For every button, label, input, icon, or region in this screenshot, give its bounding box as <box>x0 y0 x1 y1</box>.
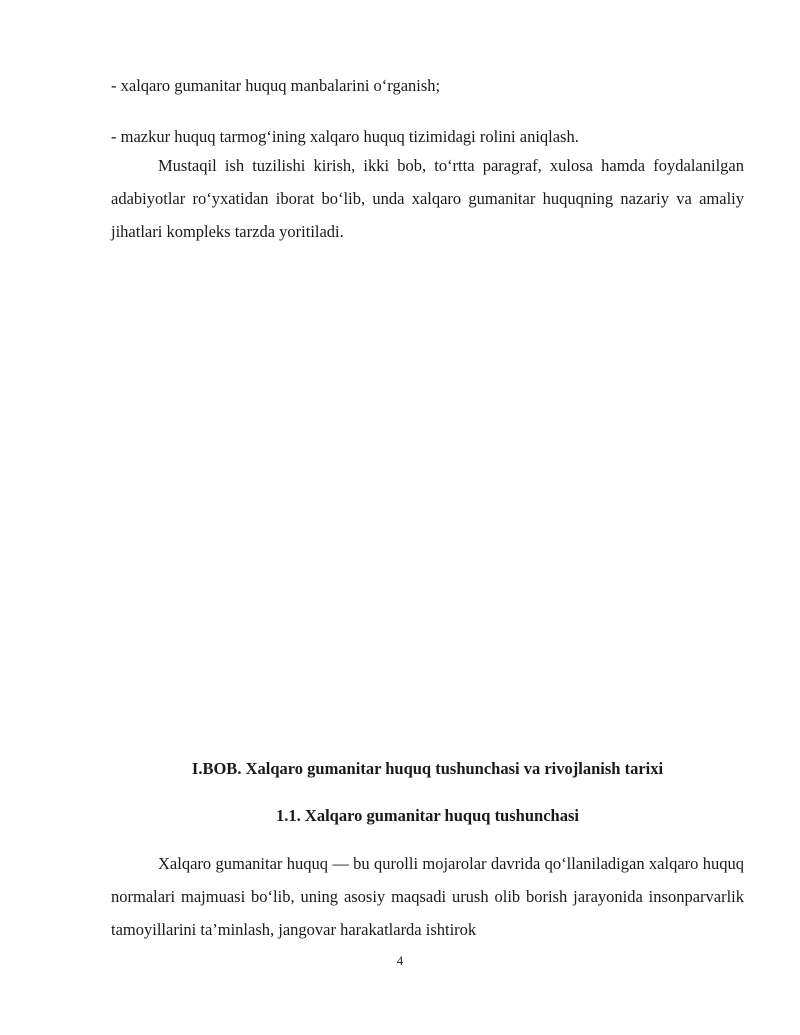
section-heading: 1.1. Xalqaro gumanitar huquq tushunchasi <box>276 806 579 825</box>
bullet-item-sources: - xalqaro gumanitar huquq manbalarini o‘rganish; <box>111 76 441 95</box>
chapter-heading: I.BOB. Xalqaro gumanitar huquq tushunchasi va rivojlanish tarixi <box>191 759 664 778</box>
page-number: 4 <box>396 953 404 968</box>
structure-paragraph: Mustaqil ish tuzilishi kirish, ikki bob, to‘rtta paragraf, xulosa hamda foydalanilgan adabiyotlar ro‘yxatidan iborat bo‘lib, unda xalqaro gumanitar huquqning nazariy va amaliy jihatlari kompleks tarzda yoritiladi. <box>111 156 744 241</box>
bullet-item-role: - mazkur huquq tarmog‘ining xalqaro huquq tizimidagi rolini aniqlash. <box>111 127 579 146</box>
section-paragraph: Xalqaro gumanitar huquq — bu qurolli mojarolar davrida qo‘llaniladigan xalqaro huquq normalari majmuasi bo‘lib, uning asosiy maqsadi urush olib borish jarayonida insonparvarlik tamoyillarini ta’minlash, jangovar harakatlarda ishtirok <box>111 854 744 939</box>
